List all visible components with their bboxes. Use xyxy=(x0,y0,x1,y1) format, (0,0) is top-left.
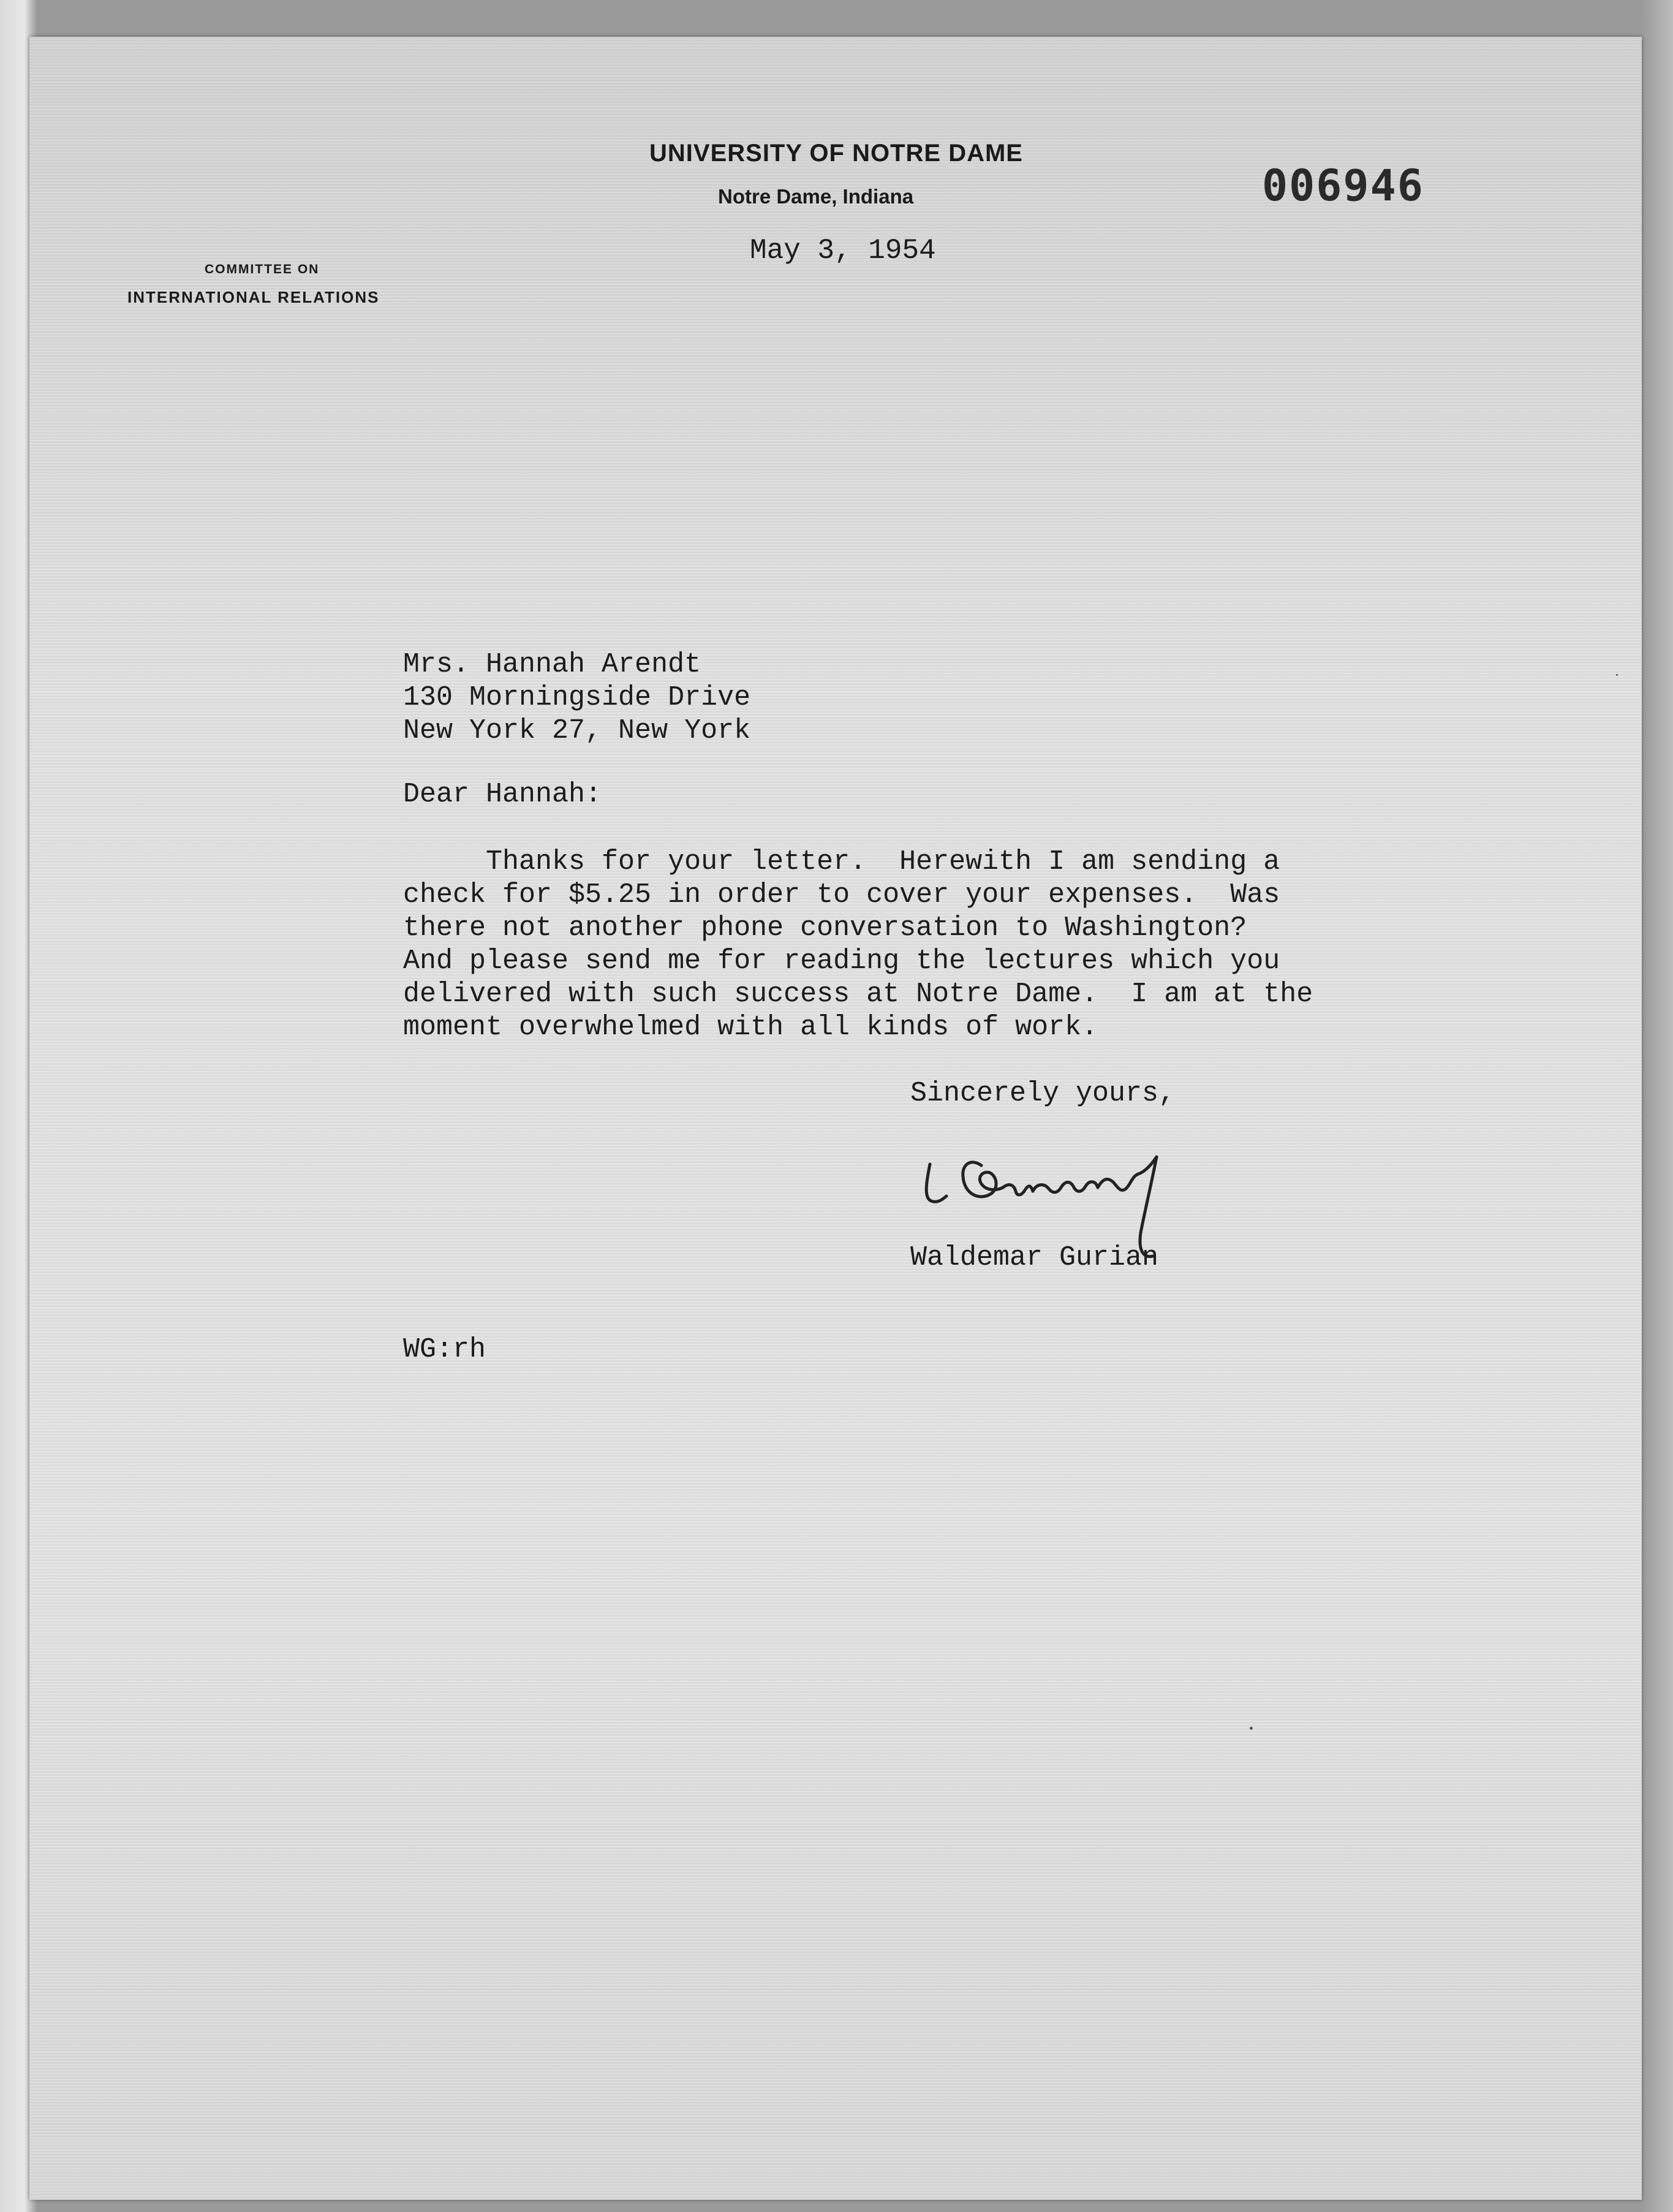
body-line: delivered with such success at Notre Dame. I am at the xyxy=(403,979,1313,1010)
letter-date: May 3, 1954 xyxy=(750,235,936,267)
closing: Sincerely yours, xyxy=(910,1078,1176,1109)
recipient-city: New York 27, New York xyxy=(403,715,751,746)
letterhead-department-line2: INTERNATIONAL RELATIONS xyxy=(127,288,380,306)
letterhead-location: Notre Dame, Indiana xyxy=(718,185,914,208)
body-line: there not another phone conversation to Washington? xyxy=(403,912,1247,944)
salutation: Dear Hannah: xyxy=(403,779,602,810)
recipient-street: 130 Morningside Drive xyxy=(403,682,751,713)
body-line: moment overwhelmed with all kinds of work. xyxy=(403,1012,1098,1043)
letterhead-institution: UNIVERSITY OF NOTRE DAME xyxy=(649,140,1023,167)
body-line: Thanks for your letter. Herewith I am sending a xyxy=(403,846,1280,877)
letter-sheet xyxy=(29,37,1642,2200)
paper-speck xyxy=(1616,674,1618,676)
paper-speck xyxy=(1250,1727,1253,1730)
reference-initials: WG:rh xyxy=(403,1334,486,1365)
body-line: And please send me for reading the lectures which you xyxy=(403,945,1280,977)
signer-name: Waldemar Gurian xyxy=(910,1242,1159,1273)
recipient-name: Mrs. Hannah Arendt xyxy=(403,649,701,680)
document-number-stamp: 006946 xyxy=(1262,161,1424,211)
letterhead-department-line1: COMMITTEE ON xyxy=(205,262,320,276)
body-line: check for $5.25 in order to cover your expenses. Was xyxy=(403,879,1280,911)
